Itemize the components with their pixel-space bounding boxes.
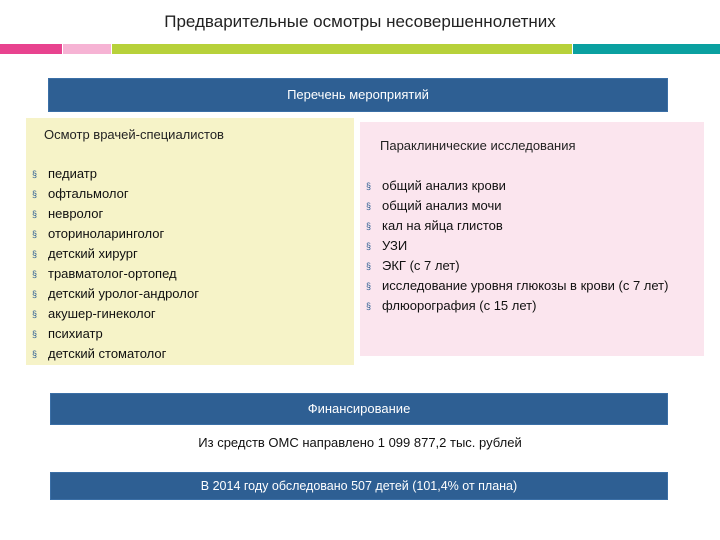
bullet-icon: § xyxy=(366,261,372,271)
list-item-label: кал на яйца глистов xyxy=(382,218,503,233)
list-item xyxy=(32,304,352,324)
oms-funding-text: Из средств ОМС направлено 1 099 877,2 тыс. рублей xyxy=(198,435,522,450)
list-item xyxy=(366,276,700,296)
bullet-icon: § xyxy=(366,181,372,191)
list-item xyxy=(366,296,700,316)
bullet-icon: § xyxy=(366,221,372,231)
list-item-age-note: (с 7 лет) xyxy=(614,278,669,293)
list-item xyxy=(366,236,700,256)
bullet-icon: § xyxy=(32,289,38,299)
bullet-icon: § xyxy=(366,241,372,251)
bullet-icon: § xyxy=(32,209,38,219)
list-item-label: исследование уровня глюкозы в крови xyxy=(382,278,615,293)
lab-tests-list xyxy=(366,176,700,316)
bullet-icon: § xyxy=(366,201,372,211)
financing-band: Финансирование xyxy=(50,393,668,425)
specialists-panel xyxy=(26,118,354,365)
list-item-label: педиатр xyxy=(48,166,97,181)
list-item xyxy=(32,184,352,204)
list-item xyxy=(32,264,352,284)
list-item-label: общий анализ мочи xyxy=(382,198,502,213)
list-item xyxy=(366,216,700,236)
decor-stripe-light-pink xyxy=(63,44,111,54)
bullet-icon: § xyxy=(32,169,38,179)
list-item-label: невролог xyxy=(48,206,104,221)
list-item-label: оториноларинголог xyxy=(48,226,165,241)
list-item-label: психиатр xyxy=(48,326,103,341)
examined-summary-band: В 2014 году обследовано 507 детей (101,4% от плана) xyxy=(50,472,668,500)
bullet-icon: § xyxy=(32,349,38,359)
decor-stripe-pink xyxy=(0,44,62,54)
decor-stripe-green xyxy=(112,44,572,54)
list-item-label: флюорография xyxy=(382,298,476,313)
lab-tests-heading: Параклинические исследования xyxy=(380,138,576,153)
list-item xyxy=(32,284,352,304)
bullet-icon: § xyxy=(32,269,38,279)
list-item-age-note: (с 7 лет) xyxy=(405,258,460,273)
list-item xyxy=(32,324,352,344)
bullet-icon: § xyxy=(32,329,38,339)
page-title: Предварительные осмотры несовершеннолетних xyxy=(164,12,556,31)
list-item-age-note: (с 15 лет) xyxy=(475,298,537,313)
bullet-icon: § xyxy=(366,281,372,291)
list-item xyxy=(32,344,352,364)
list-item xyxy=(32,204,352,224)
bullet-icon: § xyxy=(32,309,38,319)
specialists-heading: Осмотр врачей-специалистов xyxy=(44,127,224,142)
list-item xyxy=(32,164,352,184)
specialists-list xyxy=(32,164,352,364)
list-item-label: акушер-гинеколог xyxy=(48,306,156,321)
list-item xyxy=(366,176,700,196)
list-item xyxy=(32,244,352,264)
list-item-label: УЗИ xyxy=(382,238,408,253)
list-item-label: детский уролог-андролог xyxy=(48,286,199,301)
list-item xyxy=(32,224,352,244)
list-item-label: общий анализ крови xyxy=(382,178,506,193)
lab-tests-panel xyxy=(360,122,704,356)
list-item-label: ЭКГ xyxy=(382,258,406,273)
list-item-label: травматолог-ортопед xyxy=(48,266,177,281)
bullet-icon: § xyxy=(32,189,38,199)
activities-band: Перечень мероприятий xyxy=(48,78,668,112)
bullet-icon: § xyxy=(366,301,372,311)
list-item xyxy=(366,196,700,216)
list-item-label: детский хирург xyxy=(48,246,138,261)
list-item-label: детский стоматолог xyxy=(48,346,167,361)
decor-stripe-teal xyxy=(573,44,720,54)
list-item xyxy=(366,256,700,276)
list-item-label: офтальмолог xyxy=(48,186,129,201)
bullet-icon: § xyxy=(32,249,38,259)
bullet-icon: § xyxy=(32,229,38,239)
